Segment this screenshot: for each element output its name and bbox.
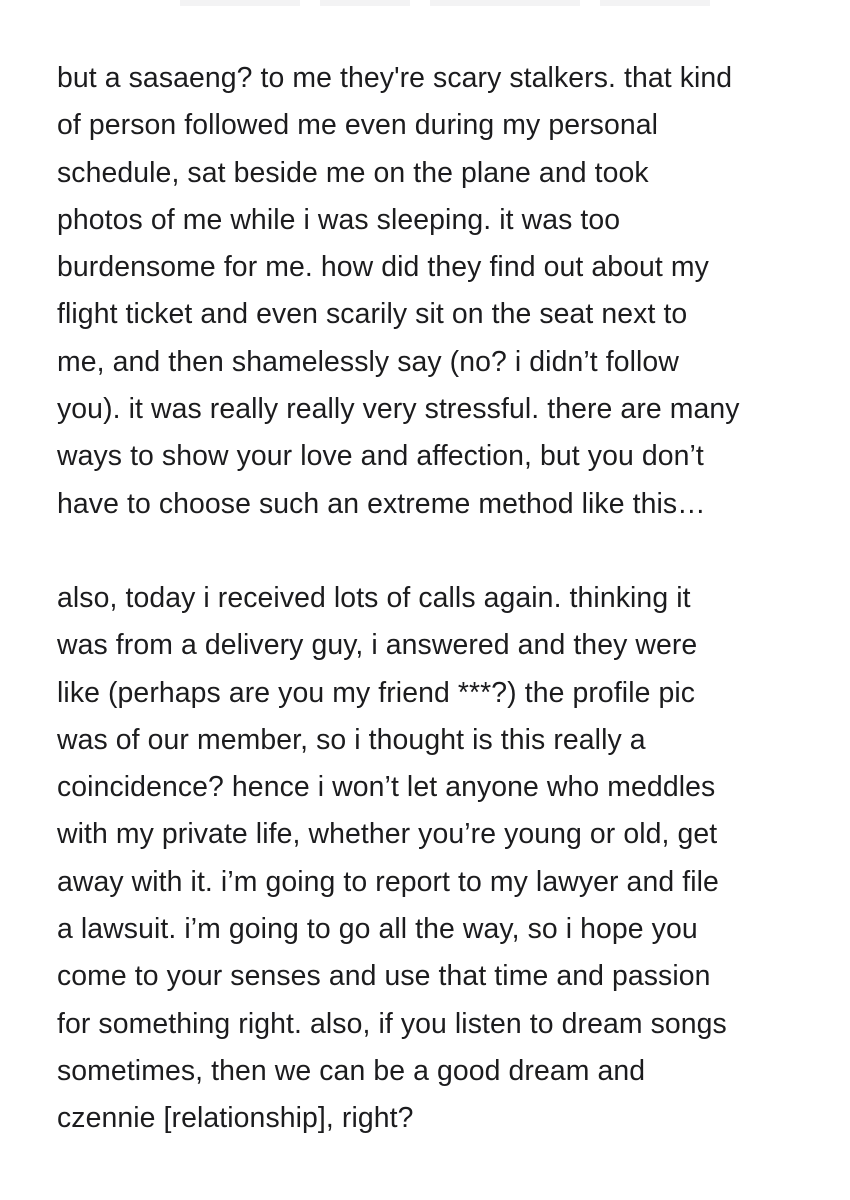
text-line: schedule, sat beside me on the plane and took <box>57 156 649 189</box>
clipped-top-text-line <box>180 0 740 6</box>
text-line: away with it. i’m going to report to my lawyer and file <box>57 865 719 898</box>
text-line: me, and then shamelessly say (no? i didn’t follow <box>57 345 679 378</box>
text-line: come to your senses and use that time and passion <box>57 960 711 993</box>
text-line: burdensome for me. how did they find out about my <box>57 251 709 284</box>
text-line: a lawsuit. i’m going to go all the way, so i hope you <box>57 913 698 946</box>
text-line: ways to show your love and affection, but you don’t <box>57 440 704 473</box>
text-line: with my private life, whether you’re young or old, get <box>57 818 718 851</box>
text-line: have to choose such an extreme method like this… <box>57 487 706 520</box>
text-line: coincidence? hence i won’t let anyone who meddles <box>57 771 716 804</box>
text-line: for something right. also, if you listen to dream songs <box>57 1007 727 1040</box>
text-line: also, today i received lots of calls again. thinking it <box>57 582 691 614</box>
text-line: sometimes, then we can be a good dream and <box>57 1054 646 1087</box>
text-line: like (perhaps are you my friend ***?) the profile pic <box>57 676 696 709</box>
text-line: was from a delivery guy, i answered and they were <box>57 629 698 662</box>
text-line: photos of me while i was sleeping. it was too <box>57 203 621 236</box>
text-line: of person followed me even during my personal <box>57 109 659 142</box>
text-line: you). it was really really very stressful. there are many <box>57 393 740 426</box>
text-line: was of our member, so i thought is this really a <box>57 723 646 756</box>
paragraph-sasaeng <box>57 55 817 528</box>
text-line: flight ticket and even scarily sit on the seat next to <box>57 298 688 331</box>
paragraph-calls-lawsuit <box>57 575 817 1143</box>
text-line: but a sasaeng? to me they're scary stalkers. that kind <box>57 62 733 94</box>
text-line: czennie [relationship], right? <box>57 1102 414 1135</box>
